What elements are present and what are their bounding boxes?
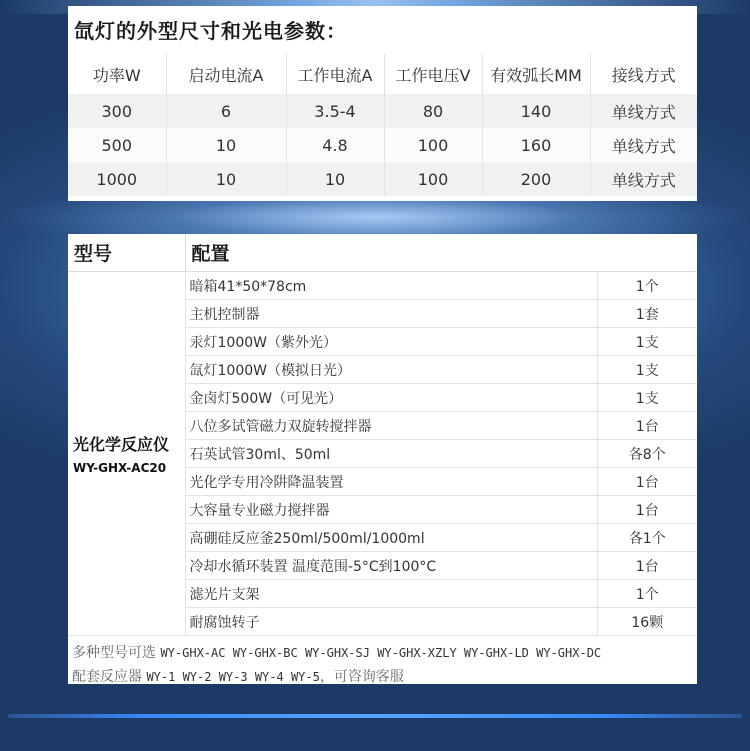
- config-item-qty: 1台: [597, 496, 697, 524]
- config-item-qty: 1台: [597, 552, 697, 580]
- spec-header-row: [68, 54, 697, 94]
- spec-col-header: 工作电压V: [384, 54, 482, 94]
- table-cell: 100: [384, 162, 482, 196]
- config-item-name: 耐腐蚀转子: [185, 608, 597, 636]
- table-cell: 10: [166, 162, 286, 196]
- table-row: [68, 94, 697, 128]
- table-cell: 100: [384, 128, 482, 162]
- config-table: [68, 234, 697, 636]
- config-header-row: [68, 234, 697, 272]
- table-cell: 300: [68, 94, 166, 128]
- table-cell: 500: [68, 128, 166, 162]
- spec-col-header: 有效弧长MM: [482, 54, 590, 94]
- spec-panel: [68, 6, 697, 201]
- note-line-reactors: [72, 665, 691, 689]
- config-item-qty: 1个: [597, 272, 697, 300]
- table-cell: 80: [384, 94, 482, 128]
- config-item-name: 暗箱41*50*78cm: [185, 272, 597, 300]
- model-column-header: 型号: [68, 234, 185, 272]
- config-item-qty: 1台: [597, 468, 697, 496]
- table-cell: 140: [482, 94, 590, 128]
- config-item-name: 滤光片支架: [185, 580, 597, 608]
- note-reactors: WY-1 WY-2 WY-3 WY-4 WY-5: [146, 670, 320, 684]
- table-cell: 6: [166, 94, 286, 128]
- config-item-name: 汞灯1000W（紫外光）: [185, 328, 597, 356]
- table-cell: 1000: [68, 162, 166, 196]
- table-cell: 单线方式: [590, 128, 697, 162]
- note-label: 多种型号可选: [72, 645, 156, 661]
- config-item-qty: 16颗: [597, 608, 697, 636]
- table-cell: 200: [482, 162, 590, 196]
- table-cell: 10: [286, 162, 384, 196]
- spec-table: [68, 54, 697, 196]
- config-item-name: 八位多试管磁力双旋转搅拌器: [185, 412, 597, 440]
- model-cell: [68, 272, 185, 636]
- config-item-qty: 1支: [597, 328, 697, 356]
- spec-title: 氙灯的外型尺寸和光电参数：: [74, 19, 347, 43]
- config-item-qty: 1支: [597, 384, 697, 412]
- config-item-name: 主机控制器: [185, 300, 597, 328]
- table-cell: 单线方式: [590, 162, 697, 196]
- config-item-name: 石英试管30ml、50ml: [185, 440, 597, 468]
- model-name: 光化学反应仪: [73, 435, 170, 454]
- config-column-header: 配置: [185, 234, 697, 272]
- config-item-qty: 各1个: [597, 524, 697, 552]
- middle-glow: [0, 200, 750, 234]
- table-cell: 4.8: [286, 128, 384, 162]
- note-label: 配套反应器: [72, 669, 142, 685]
- note-models: WY-GHX-AC WY-GHX-BC WY-GHX-SJ WY-GHX-XZLY WY-GHX-LD WY-GHX-DC: [160, 646, 602, 660]
- table-cell: 160: [482, 128, 590, 162]
- spec-col-header: 工作电流A: [286, 54, 384, 94]
- config-item-name: 金卤灯500W（可见光）: [185, 384, 597, 412]
- note-suffix: ，可咨询客服: [319, 669, 404, 685]
- table-cell: 3.5-4: [286, 94, 384, 128]
- config-item-name: 高硼硅反应釜250ml/500ml/1000ml: [185, 524, 597, 552]
- table-row: [68, 272, 697, 300]
- config-item-qty: 1支: [597, 356, 697, 384]
- table-cell: 单线方式: [590, 94, 697, 128]
- config-item-name: 大容量专业磁力搅拌器: [185, 496, 597, 524]
- spec-col-header: 功率W: [68, 54, 166, 94]
- note-line-models: [72, 641, 691, 665]
- spec-col-header: 接线方式: [590, 54, 697, 94]
- config-item-qty: 各8个: [597, 440, 697, 468]
- table-row: [68, 162, 697, 196]
- config-item-name: 光化学专用冷阱降温装置: [185, 468, 597, 496]
- model-code: WY-GHX-AC20: [73, 461, 167, 475]
- config-item-qty: 1套: [597, 300, 697, 328]
- footer-note: [68, 636, 697, 689]
- bottom-divider: [8, 714, 742, 718]
- config-panel: [68, 234, 697, 684]
- config-item-qty: 1台: [597, 412, 697, 440]
- table-row: [68, 128, 697, 162]
- config-item-qty: 1个: [597, 580, 697, 608]
- table-cell: 10: [166, 128, 286, 162]
- config-item-name: 氙灯1000W（模拟日光）: [185, 356, 597, 384]
- config-item-name: 冷却水循环装置 温度范围-5°C到100°C: [185, 552, 597, 580]
- spec-col-header: 启动电流A: [166, 54, 286, 94]
